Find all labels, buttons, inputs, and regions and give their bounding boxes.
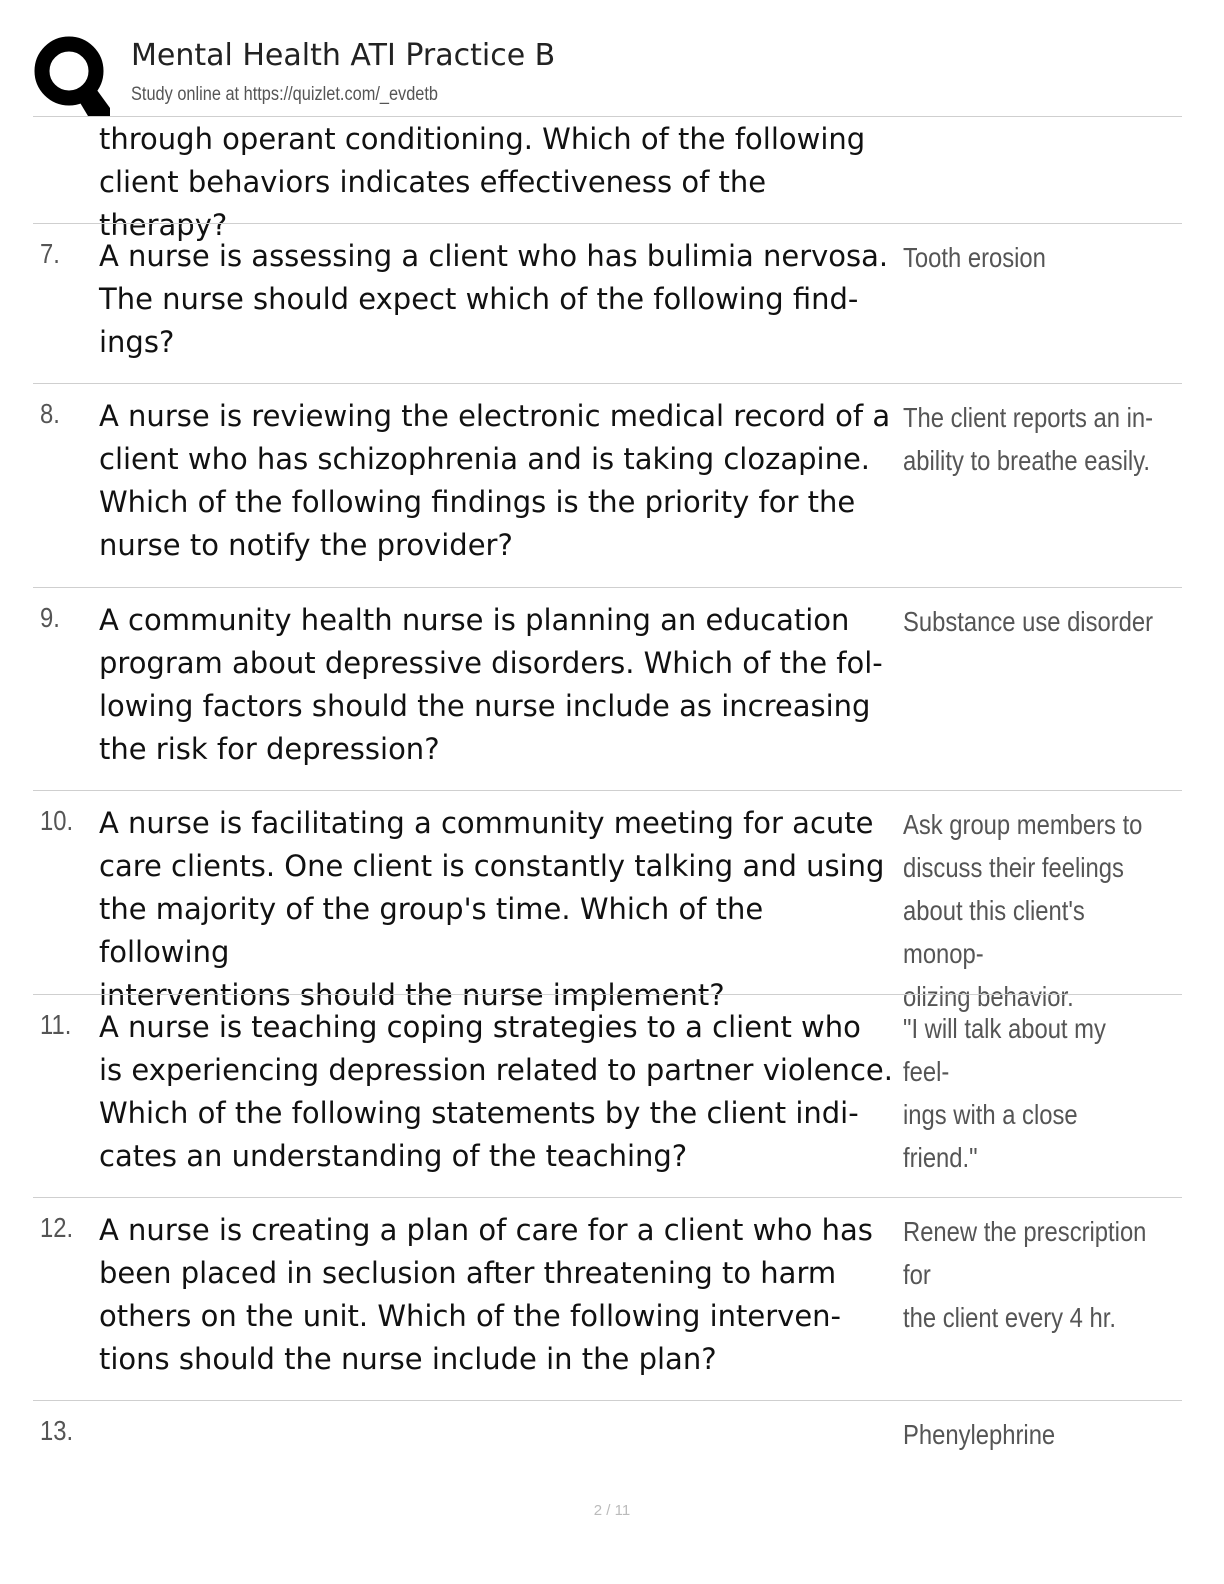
question-text: A nurse is teaching coping strategies to a client who is experiencing depression related to partner violence. Which of the following statements by the client indi- cates an understanding of the teaching? — [99, 1010, 893, 1173]
divider — [33, 1197, 1182, 1198]
divider — [33, 994, 1182, 995]
divider — [33, 790, 1182, 791]
question-text: A nurse is assessing a client who has bulimia nervosa. The nurse should expect which of the following find- ings? — [99, 239, 889, 359]
document-header — [0, 0, 1224, 116]
question-number: 9. — [40, 602, 60, 633]
question-number: 8. — [40, 398, 60, 429]
divider — [33, 223, 1182, 224]
study-online-link[interactable]: Study online at https://quizlet.com/_evdetb — [131, 84, 439, 105]
page-number: 2 / 11 — [593, 1502, 631, 1519]
question-number: 11. — [40, 1009, 72, 1040]
answer-text: Renew the prescription for the client every 4 hr. — [903, 1216, 1147, 1333]
question-text: A nurse is reviewing the electronic medical record of a client who has schizophrenia and is taking clozapine. Which of the following findings is the priority for the nurse to notify the provider? — [99, 399, 891, 562]
divider — [33, 587, 1182, 588]
answer-text: "I will talk about my feel- ings with a close friend." — [903, 1013, 1106, 1173]
document-title: Mental Health ATI Practice B — [131, 38, 556, 73]
question-number: 10. — [40, 805, 74, 836]
question-number: 7. — [40, 238, 60, 269]
question-text: A community health nurse is planning an education program about depressive disorders. Which of the fol- lowing factors should the nurse include as increasing the risk for depression? — [99, 603, 883, 766]
divider — [33, 116, 1182, 117]
question-text-continued: through operant conditioning. Which of the following client behaviors indicates effectiveness of the therapy? — [99, 122, 866, 242]
question-text: A nurse is facilitating a community meeting for acute care clients. One client is constantly talking and using the majority of the group's time. Which of the following interventions should the nurse implement? — [99, 806, 885, 1012]
divider — [33, 1400, 1182, 1401]
question-number: 12. — [40, 1212, 74, 1243]
answer-text: Ask group members to discuss their feelings about this client's monop- olizing behavior. — [903, 809, 1143, 1012]
question-text: A nurse is creating a plan of care for a client who has been placed in seclusion after threatening to harm others on the unit. Which of the following interven- tions should the nurse include in the plan? — [99, 1213, 873, 1376]
answer-text: The client reports an in- ability to breathe easily. — [903, 402, 1154, 476]
question-number: 13. — [40, 1415, 74, 1446]
answer-text: Phenylephrine — [903, 1419, 1056, 1450]
answer-text: Tooth erosion — [903, 242, 1046, 273]
quizlet-q-logo-icon — [30, 34, 112, 116]
divider — [33, 383, 1182, 384]
answer-text: Substance use disorder — [903, 606, 1154, 637]
